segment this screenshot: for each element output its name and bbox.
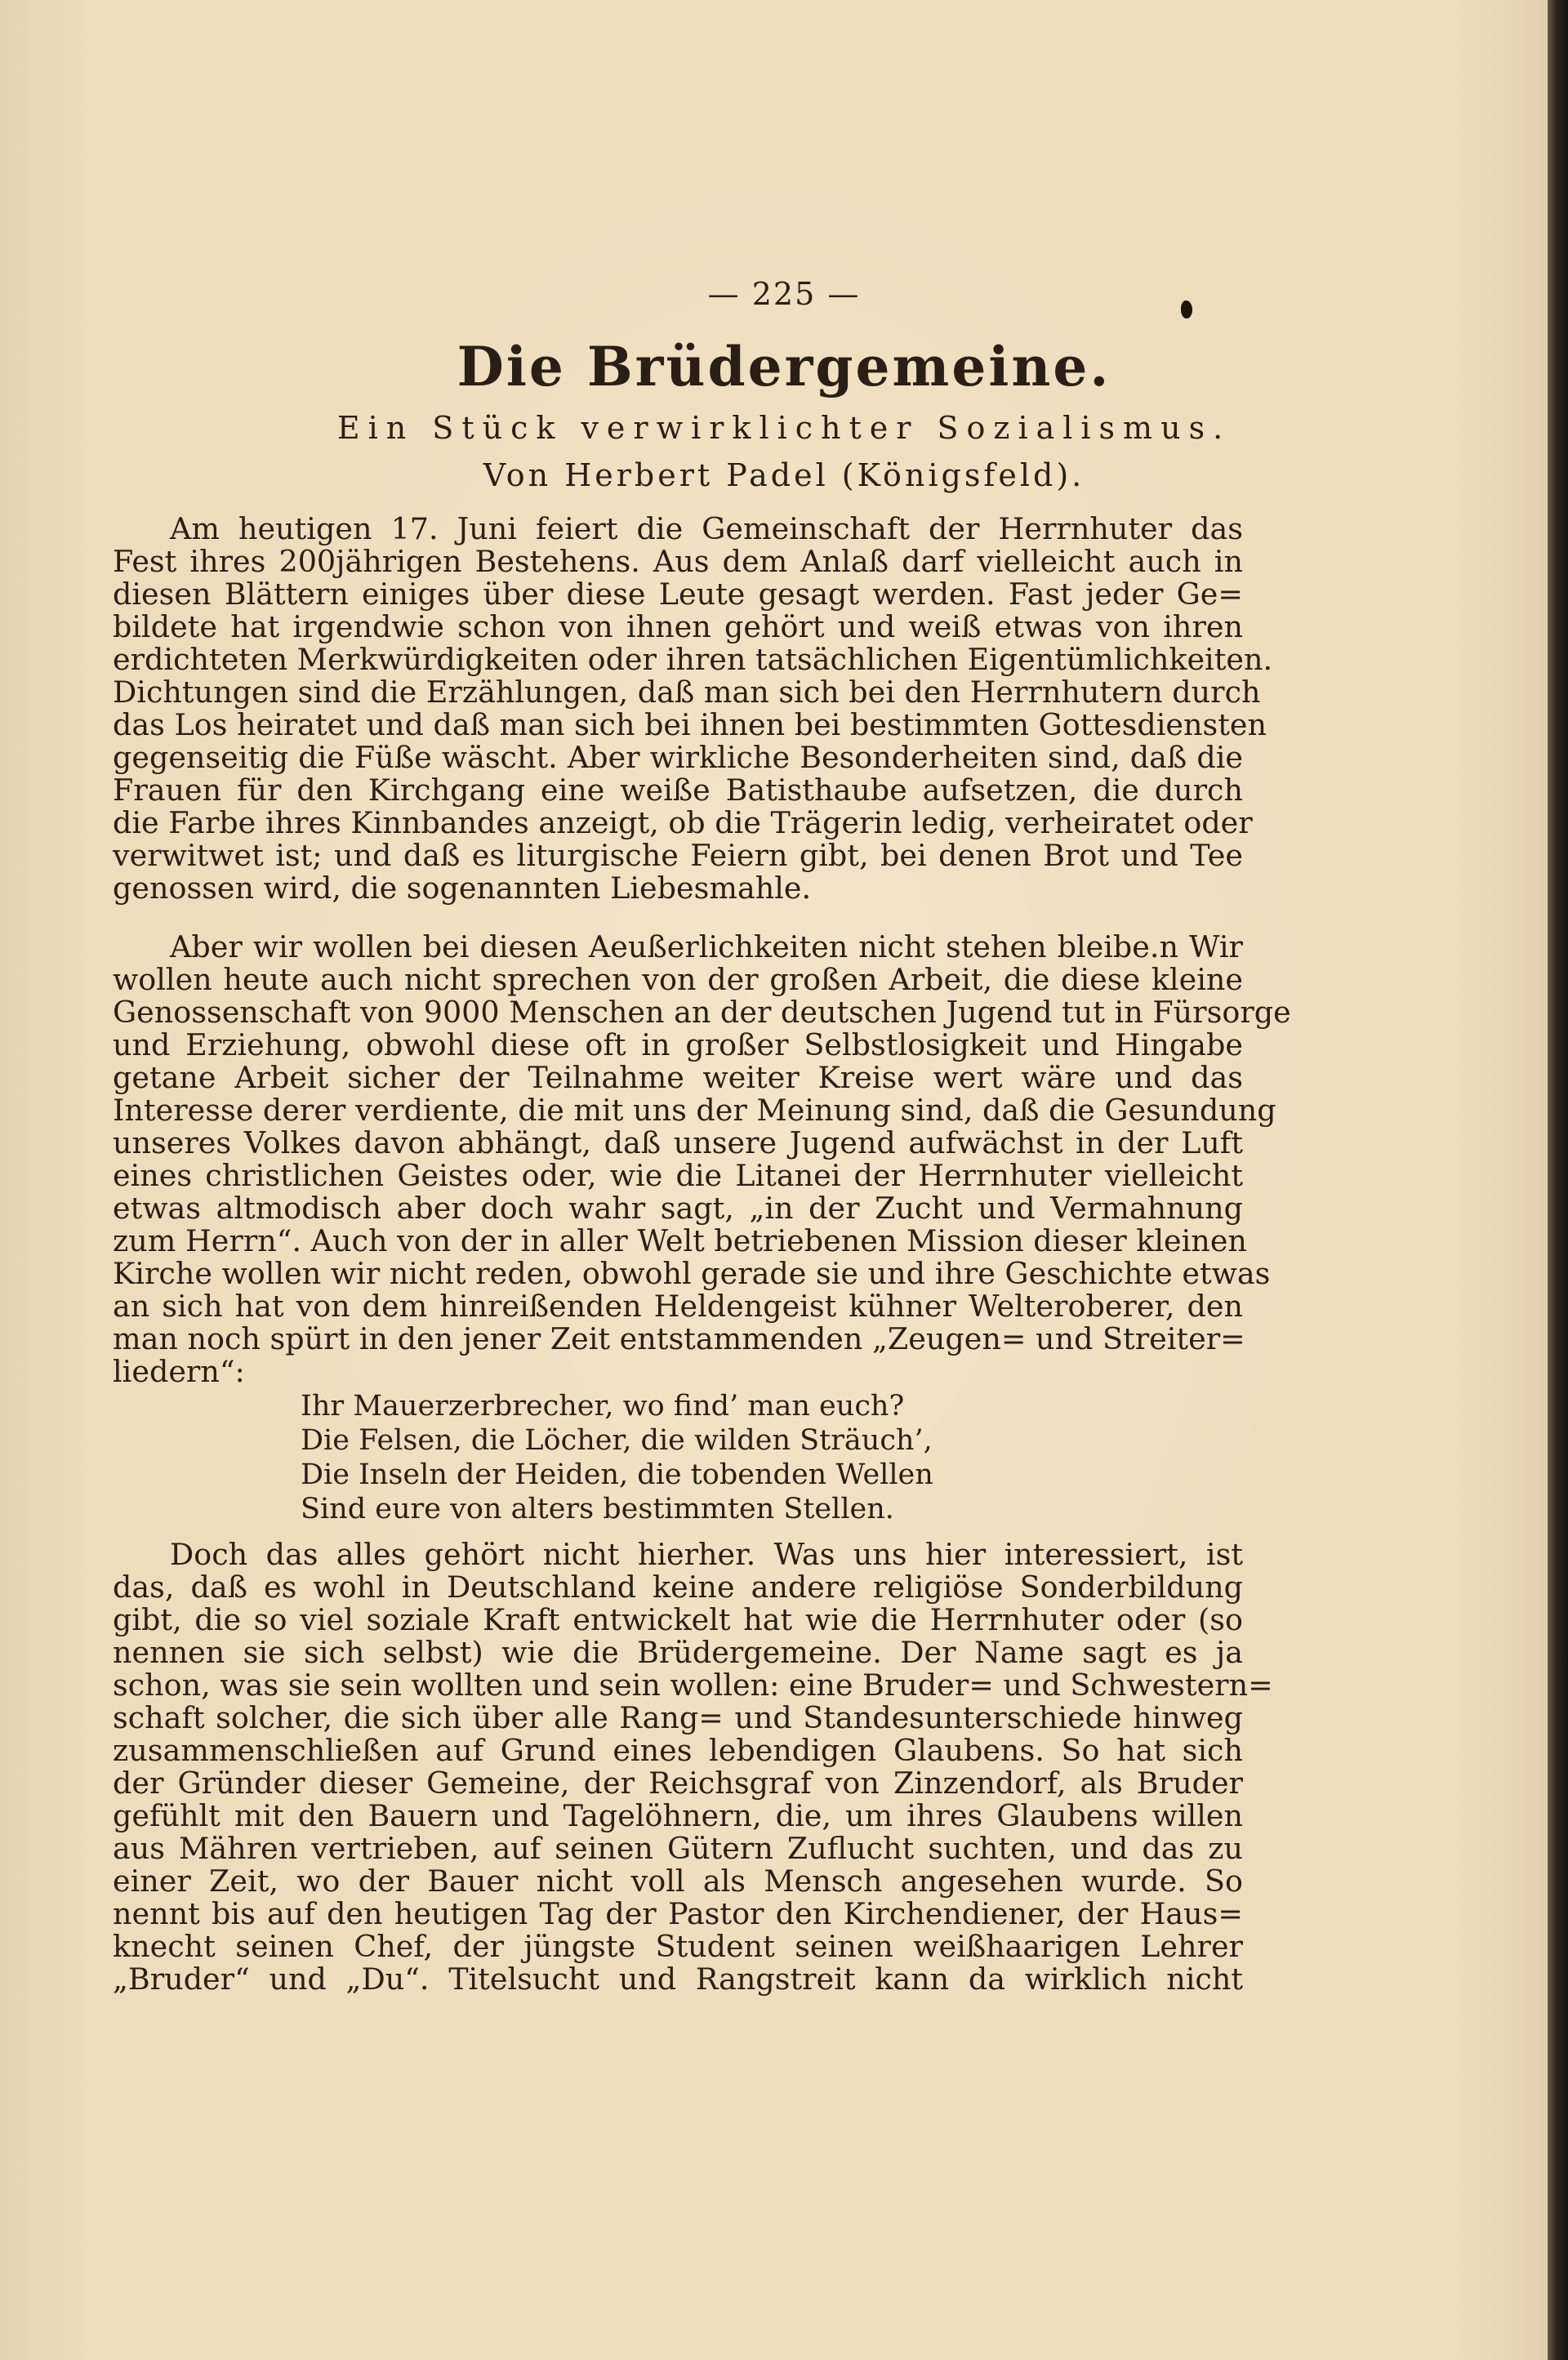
poem-line: Die Inseln der Heiden, die tobenden Wellen [301, 1458, 933, 1491]
text-line: Fest ihres 200jährigen Bestehens. Aus dem Anlaß darf vielleicht auch in [113, 544, 1243, 579]
text-line: Aber wir wollen bei diesen Aeußerlichkeiten nicht stehen bleibe.n Wir [170, 929, 1243, 964]
text-line: gibt, die so viel soziale Kraft entwickelt hat wie die Herrnhuter oder (so [113, 1602, 1243, 1637]
text-line: einer Zeit, wo der Bauer nicht voll als Mensch angesehen wurde. So [113, 1864, 1243, 1899]
text-line: genossen wird, die sogenannten Liebesmahle. [113, 871, 812, 906]
text-line: liedern“: [113, 1354, 245, 1389]
text-line: Frauen für den Kirchgang eine weiße Batisthaube aufsetzen, die durch [113, 773, 1243, 808]
poem-line: Die Felsen, die Löcher, die wilden Sträuch’, [301, 1424, 933, 1457]
ink-spot [1181, 301, 1192, 318]
text-line: Doch das alles gehört nicht hierher. Was uns hier interessiert, ist [170, 1537, 1243, 1572]
text-line: verwitwet ist; und daß es liturgische Feiern gibt, bei denen Brot und Tee [113, 838, 1243, 873]
text-line: gefühlt mit den Bauern und Tagelöhnern, die, um ihres Glaubens willen [113, 1798, 1243, 1833]
text-line: zusammenschließen auf Grund eines lebendigen Glaubens. So hat sich [113, 1733, 1243, 1768]
book-binding-edge [1548, 0, 1568, 2360]
text-line: und Erziehung, obwohl diese oft in großer Selbstlosigkeit und Hingabe [113, 1027, 1243, 1062]
text-line: aus Mähren vertrieben, auf seinen Gütern Zuflucht suchten, und das zu [113, 1831, 1243, 1866]
text-line: das, daß es wohl in Deutschland keine andere religiöse Sonderbildung [113, 1570, 1243, 1605]
text-line: Am heutigen 17. Juni feiert die Gemeinschaft der Herrnhuter das [170, 511, 1243, 546]
text-line: die Farbe ihres Kinnbandes anzeigt, ob die Trägerin ledig, verheiratet oder [113, 805, 1253, 840]
text-line: zum Herrn“. Auch von der in aller Welt betriebenen Mission dieser kleinen [113, 1223, 1247, 1258]
text-line: schon, was sie sein wollten und sein wollen: eine Bruder= und Schwestern= [113, 1668, 1273, 1703]
text-line: „Bruder“ und „Du“. Titelsucht und Rangstreit kann da wirklich nicht [113, 1961, 1243, 1997]
text-line: wollen heute auch nicht sprechen von der großen Arbeit, die diese kleine [113, 962, 1243, 997]
text-line: Kirche wollen wir nicht reden, obwohl gerade sie und ihre Geschichte etwas [113, 1256, 1271, 1291]
text-line: knecht seinen Chef, der jüngste Student seinen weißhaarigen Lehrer [113, 1929, 1243, 1964]
text-line: unseres Volkes davon abhängt, daß unsere Jugend aufwächst in der Luft [113, 1125, 1243, 1160]
text-line: etwas altmodisch aber doch wahr sagt, „in der Zucht und Vermahnung [113, 1191, 1243, 1226]
poem-line: Sind eure von alters bestimmten Stellen. [301, 1493, 894, 1525]
text-line: Interesse derer verdiente, die mit uns der Meinung sind, daß die Gesundung [113, 1093, 1276, 1128]
page-number: — 225 — [707, 276, 861, 312]
text-line: das Los heiratet und daß man sich bei ihnen bei bestimmten Gottesdiensten [113, 707, 1267, 742]
text-line: nennen sie sich selbst) wie die Brüdergemeine. Der Name sagt es ja [113, 1635, 1243, 1670]
article-title: Die Brüdergemeine. [457, 335, 1111, 399]
text-line: Dichtungen sind die Erzählungen, daß man sich bei den Herrnhutern durch [113, 675, 1261, 710]
text-line: schaft solcher, die sich über alle Rang= und Standesunterschiede hinweg [113, 1700, 1243, 1735]
text-line: man noch spürt in den jener Zeit entstammenden „Zeugen= und Streiter= [113, 1321, 1245, 1356]
text-line: diesen Blättern einiges über diese Leute gesagt werden. Fast jeder Ge= [113, 577, 1243, 612]
text-line: Genossenschaft von 9000 Menschen an der deutschen Jugend tut in Fürsorge [113, 995, 1291, 1030]
text-line: eines christlichen Geistes oder, wie die Litanei der Herrnhuter vielleicht [113, 1158, 1243, 1193]
text-line: getane Arbeit sicher der Teilnahme weiter Kreise wert wäre und das [113, 1060, 1243, 1095]
text-line: gegenseitig die Füße wäscht. Aber wirkliche Besonderheiten sind, daß die [113, 740, 1243, 775]
text-line: nennt bis auf den heutigen Tag der Pastor den Kirchendiener, der Haus= [113, 1896, 1243, 1931]
text-line: erdichteten Merkwürdigkeiten oder ihren tatsächlichen Eigentümlichkeiten. [113, 642, 1273, 677]
text-line: bildete hat irgendwie schon von ihnen gehört und weiß etwas von ihren [113, 609, 1243, 644]
article-subtitle: Ein Stück verwirklichter Sozialismus. [336, 410, 1232, 446]
poem-line: Ihr Mauerzerbrecher, wo find’ man euch? [301, 1390, 905, 1423]
text-line: an sich hat von dem hinreißenden Heldengeist kühner Welteroberer, den [113, 1289, 1243, 1324]
author-byline: Von Herbert Padel (Königsfeld). [483, 457, 1085, 493]
text-line: der Gründer dieser Gemeine, der Reichsgraf von Zinzendorf, als Bruder [113, 1766, 1243, 1801]
